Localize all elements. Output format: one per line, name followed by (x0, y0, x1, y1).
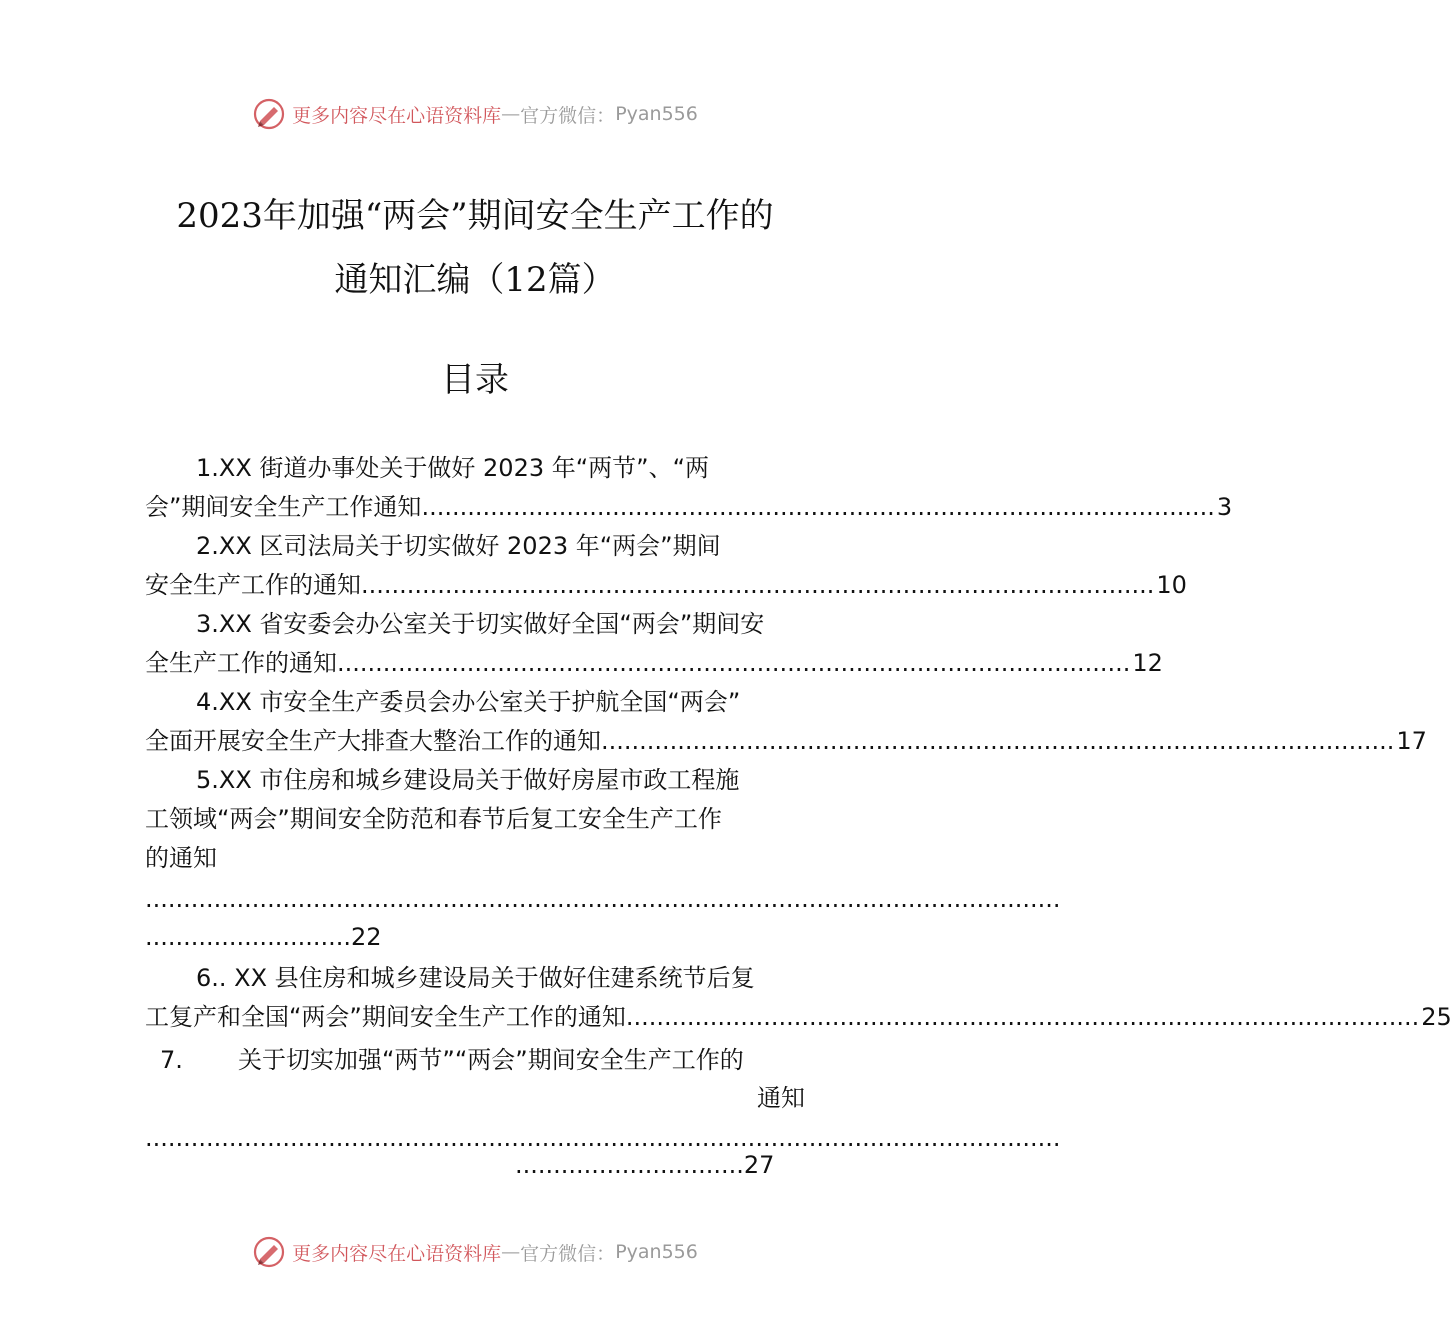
toc-entry-2-page: 10 (1156, 571, 1187, 599)
toc-entry-5-line-3: 的通知 (145, 844, 217, 872)
toc-entry-5-page: 22 (350, 923, 382, 951)
leader-dots: ........................... (145, 923, 351, 951)
toc-entry-1-line-1: 1.XX 街道办事处关于做好 2023 年“两节”、“两 (196, 454, 710, 482)
pen-logo-icon (252, 1235, 286, 1269)
leader-dots: .............................. (515, 1151, 744, 1179)
leader-dots: ........................................................................................................ (601, 727, 1395, 755)
leader-dots: ........................................................................................................ (421, 493, 1215, 521)
watermark-brand: 更多内容尽在心语资料库 (292, 1242, 502, 1265)
toc-entry-7[interactable] (515, 1150, 774, 1180)
leader-dots: ........................................................................................................................ (145, 1124, 1061, 1152)
toc-entry-6[interactable] (145, 1002, 1452, 1032)
watermark-separator: — (501, 103, 521, 125)
toc-entry-1-page: 3 (1216, 493, 1233, 521)
toc-entry-7-line-1: 关于切实加强“两节”“两会”期间安全生产工作的 (238, 1046, 744, 1074)
toc-entry-5[interactable] (145, 922, 382, 952)
watermark-label: 官方微信： (520, 1242, 616, 1265)
toc-entry-4-line-2: 全面开展安全生产大排查大整治工作的通知 (145, 727, 601, 755)
watermark-separator: — (501, 1241, 521, 1263)
toc-entry-1-line-2: 会”期间安全生产工作通知 (145, 493, 422, 521)
watermark-bottom (0, 1234, 950, 1270)
watermark-wechat-id: Pyan556 (615, 103, 698, 125)
toc-entry-4[interactable] (145, 726, 1427, 756)
leader-dots: ........................................................................................................ (337, 649, 1131, 677)
pen-logo-icon (252, 97, 286, 131)
toc-entry-1[interactable] (145, 492, 1233, 522)
toc-entry-6-line-2: 工复产和全国“两会”期间安全生产工作的通知 (145, 1003, 626, 1031)
toc-entry-6-line-1: 6.. XX 县住房和城乡建设局关于做好住建系统节后复 (196, 964, 755, 992)
leader-dots: ........................................................................................................................ (145, 885, 1061, 913)
watermark-top (0, 96, 950, 132)
toc-entry-5-line-1: 5.XX 市住房和城乡建设局关于做好房屋市政工程施 (196, 766, 740, 794)
toc-entry-2-line-2: 安全生产工作的通知 (145, 571, 361, 599)
toc-entry-4-page: 17 (1396, 727, 1427, 755)
toc-entry-5-line-2: 工领域“两会”期间安全防范和春节后复工安全生产工作 (145, 805, 722, 833)
watermark-brand: 更多内容尽在心语资料库 (292, 104, 502, 127)
watermark-label: 官方微信： (520, 104, 616, 127)
toc-entry-2-line-1: 2.XX 区司法局关于切实做好 2023 年“两会”期间 (196, 532, 721, 560)
leader-dots: ........................................................................................................ (361, 571, 1155, 599)
toc-heading: 目录 (441, 360, 509, 400)
toc-entry-3-line-1: 3.XX 省安委会办公室关于切实做好全国“两会”期间安 (196, 610, 765, 638)
toc-entry-2[interactable] (145, 570, 1187, 600)
document-title-line-1: 2023年加强“两会”期间安全生产工作的 (176, 196, 774, 236)
toc-entry-7-number: 7. (160, 1046, 183, 1074)
toc-entry-3[interactable] (145, 648, 1163, 678)
toc-entry-7-page: 27 (743, 1151, 775, 1179)
toc-entry-3-page: 12 (1132, 649, 1163, 677)
toc-entry-6-page: 25 (1421, 1003, 1452, 1031)
toc-entry-3-line-2: 全生产工作的通知 (145, 649, 337, 677)
watermark-wechat-id: Pyan556 (615, 1241, 698, 1263)
toc-entry-7-line-2: 通知 (757, 1084, 805, 1112)
leader-dots: ........................................................................................................ (625, 1003, 1420, 1031)
toc-entry-4-line-1: 4.XX 市安全生产委员会办公室关于护航全国“两会” (196, 688, 741, 716)
document-title-line-2: 通知汇编（12篇） (334, 260, 616, 300)
